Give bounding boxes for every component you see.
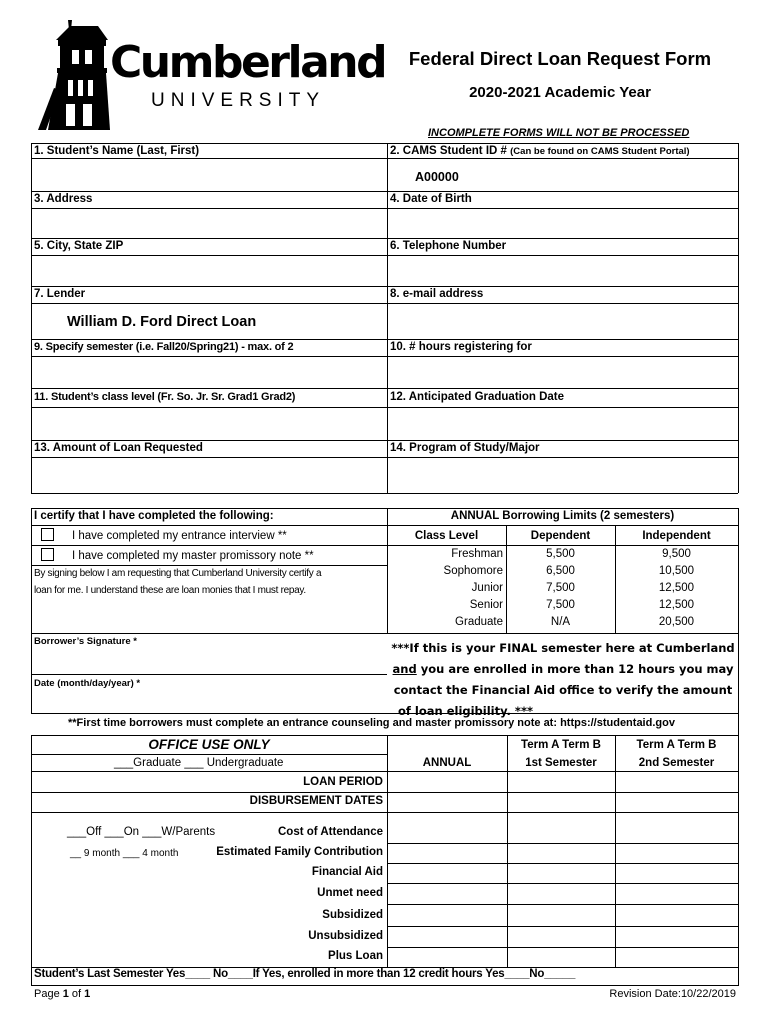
logo-subtitle: UNIVERSITY bbox=[151, 90, 326, 111]
limits-row bbox=[387, 564, 738, 581]
hours-label: 10. # hours registering for bbox=[390, 341, 532, 353]
limits-independent-amount: 9,500 bbox=[662, 548, 691, 560]
graduation-date-label: 12. Anticipated Graduation Date bbox=[390, 391, 565, 403]
semester-label: 9. Specify semester (i.e. Fall20/Spring21) - max. of 2 bbox=[34, 341, 294, 353]
limits-class-level: Sophomore bbox=[443, 565, 503, 577]
telephone-field[interactable] bbox=[389, 257, 736, 284]
plus-loan-label: Plus Loan bbox=[328, 950, 383, 962]
graduate-undergraduate-line: ___Graduate ___ Undergraduate bbox=[114, 757, 284, 769]
program-field[interactable] bbox=[389, 459, 736, 491]
limits-independent-amount: 12,500 bbox=[658, 599, 695, 611]
limits-col-class-level: Class Level bbox=[414, 530, 479, 542]
limits-independent-amount: 12,500 bbox=[658, 582, 695, 594]
page-current: 1 bbox=[62, 988, 69, 1000]
semester-field[interactable] bbox=[33, 358, 385, 386]
entrance-interview-checkbox[interactable] bbox=[41, 528, 54, 541]
form-title: Federal Direct Loan Request Form bbox=[408, 48, 712, 69]
limits-class-level: Junior bbox=[471, 582, 503, 594]
disbursement-dates-label: DISBURSEMENT DATES bbox=[249, 795, 383, 807]
limits-dependent-amount: 7,500 bbox=[546, 599, 575, 611]
limits-class-level: Freshman bbox=[451, 548, 503, 560]
birth-date-field[interactable] bbox=[389, 210, 736, 236]
page-label: Page bbox=[34, 988, 63, 1000]
efc-label: Estimated Family Contribution bbox=[216, 846, 383, 858]
page-total: 1 bbox=[84, 988, 91, 1000]
page-of: of bbox=[68, 988, 85, 1000]
lender-value: William D. Ford Direct Loan bbox=[67, 314, 257, 330]
student-name-label: 1. Student’s Name (Last, First) bbox=[34, 145, 200, 157]
academic-year: 2020-2021 Academic Year bbox=[469, 84, 651, 101]
final-note-line4: of loan eligibility. *** bbox=[398, 704, 533, 718]
lender-label: 7. Lender bbox=[34, 288, 86, 300]
promissory-note-checkbox[interactable] bbox=[41, 548, 54, 561]
limits-row bbox=[387, 581, 738, 598]
cost-of-attendance-label: Cost of Attendance bbox=[278, 826, 383, 838]
student-name-field[interactable] bbox=[33, 160, 385, 189]
class-level-field[interactable] bbox=[33, 409, 385, 438]
cams-id-field[interactable] bbox=[389, 160, 736, 189]
entrance-interview-label: I have completed my entrance interview ** bbox=[72, 530, 287, 542]
limits-col-dependent: Dependent bbox=[530, 530, 591, 542]
final-note-line1: ***If this is your FINAL semester here at Cumberland bbox=[391, 641, 735, 655]
borrower-signature-label: Borrower’s Signature * bbox=[34, 636, 137, 647]
incomplete-warning: INCOMPLETE FORMS WILL NOT BE PROCESSED bbox=[428, 127, 690, 139]
office-use-title: OFFICE USE ONLY bbox=[148, 737, 270, 752]
final-note-and: and bbox=[392, 662, 417, 676]
program-label: 14. Program of Study/Major bbox=[390, 442, 540, 454]
graduation-date-field[interactable] bbox=[389, 409, 736, 438]
borrowing-limits-heading: ANNUAL Borrowing Limits (2 semesters) bbox=[450, 510, 675, 522]
certify-statement-line2: loan for me. I understand these are loan monies that I must repay. bbox=[34, 585, 306, 596]
limits-row bbox=[387, 547, 738, 564]
class-level-label: 11. Student’s class level (Fr. So. Jr. Sr. Grad1 Grad2) bbox=[34, 391, 296, 403]
annual-column-header: ANNUAL bbox=[422, 757, 472, 769]
university-logo bbox=[38, 18, 386, 130]
final-note-line2-text: you are enrolled in more than 12 hours you may bbox=[416, 662, 734, 676]
logo-wordmark: Cumberland bbox=[110, 37, 386, 88]
revision-date: Revision Date:10/22/2019 bbox=[609, 988, 736, 1000]
term-1-header: Term A Term B bbox=[521, 739, 601, 751]
page-number bbox=[34, 988, 90, 1000]
limits-dependent-amount: 6,500 bbox=[546, 565, 575, 577]
city-state-zip-label: 5. City, State ZIP bbox=[34, 240, 124, 252]
financial-aid-label: Financial Aid bbox=[311, 866, 383, 878]
limits-independent-amount: 10,500 bbox=[658, 565, 695, 577]
term-2-subheader: 2nd Semester bbox=[638, 757, 715, 769]
final-note-line3: contact the Financial Aid office to verify the amount bbox=[393, 683, 733, 697]
email-field[interactable] bbox=[389, 305, 736, 337]
borrower-signature-field[interactable] bbox=[33, 650, 385, 672]
first-time-borrower-note: **First time borrowers must complete an entrance counseling and master promissory note at: https://studentaid.gov bbox=[68, 717, 675, 729]
limits-row bbox=[387, 598, 738, 615]
unsubsidized-label: Unsubsidized bbox=[308, 930, 383, 942]
loan-amount-field[interactable] bbox=[33, 459, 385, 491]
address-label: 3. Address bbox=[34, 193, 93, 205]
unmet-need-label: Unmet need bbox=[317, 887, 383, 899]
telephone-label: 6. Telephone Number bbox=[390, 240, 507, 252]
final-semester-note bbox=[390, 638, 736, 722]
loan-amount-label: 13. Amount of Loan Requested bbox=[34, 442, 203, 454]
last-semester-line: Student’s Last Semester Yes____ No____If Yes, enrolled in more than 12 credit hours Yes____No_____ bbox=[34, 968, 576, 980]
promissory-note-label: I have completed my master promissory note ** bbox=[72, 550, 314, 562]
address-field[interactable] bbox=[33, 210, 385, 236]
city-state-zip-field[interactable] bbox=[33, 257, 385, 284]
limits-dependent-amount: 7,500 bbox=[546, 582, 575, 594]
term-1-subheader: 1st Semester bbox=[525, 757, 597, 769]
limits-col-independent: Independent bbox=[642, 530, 711, 542]
limits-dependent-amount: 5,500 bbox=[546, 548, 575, 560]
month-options-line: __ 9 month ___ 4 month bbox=[70, 848, 179, 859]
signature-date-field[interactable] bbox=[33, 692, 385, 711]
limits-class-level: Graduate bbox=[455, 616, 503, 628]
final-note-line2 bbox=[390, 659, 736, 680]
loan-period-label: LOAN PERIOD bbox=[303, 776, 383, 788]
hours-field[interactable] bbox=[389, 358, 736, 386]
birth-date-label: 4. Date of Birth bbox=[390, 193, 472, 205]
signature-date-label: Date (month/day/year) * bbox=[34, 678, 141, 689]
term-2-header: Term A Term B bbox=[636, 739, 717, 751]
cams-id-value: A00000 bbox=[415, 170, 459, 184]
lender-field[interactable] bbox=[33, 305, 385, 337]
limits-independent-amount: 20,500 bbox=[658, 616, 695, 628]
limits-class-level: Senior bbox=[469, 599, 503, 611]
certify-statement-line1: By signing below I am requesting that Cumberland University certify a bbox=[34, 568, 322, 579]
cams-id-label bbox=[390, 145, 690, 157]
limits-row bbox=[387, 615, 738, 632]
limits-dependent-amount: N/A bbox=[550, 616, 571, 628]
cams-id-label-text: 2. CAMS Student ID # bbox=[390, 145, 507, 157]
subsidized-label: Subsidized bbox=[322, 909, 383, 921]
certify-heading: I certify that I have completed the following: bbox=[34, 510, 274, 522]
clock-tower-icon bbox=[38, 18, 118, 130]
residency-options-line: ___Off ___On ___W/Parents bbox=[67, 826, 216, 838]
email-label: 8. e-mail address bbox=[390, 288, 484, 300]
cams-id-note: (Can be found on CAMS Student Portal) bbox=[510, 146, 690, 157]
